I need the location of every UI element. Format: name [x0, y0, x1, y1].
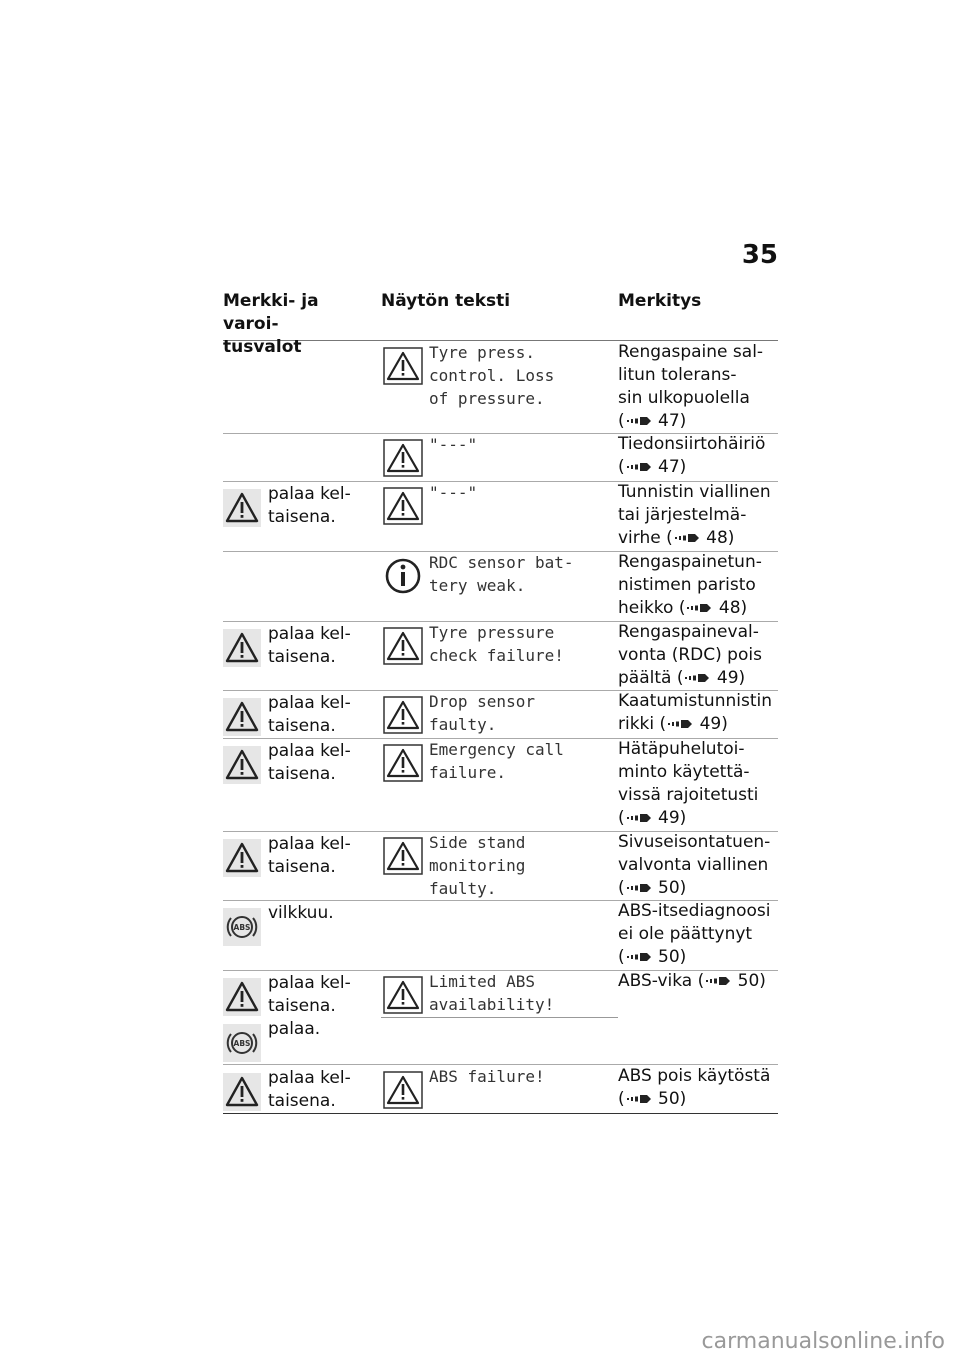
display-text: Drop sensor faulty.: [429, 692, 535, 734]
display-text: "---": [429, 435, 478, 454]
warning-triangle-icon: [223, 839, 261, 877]
display-warning-icon: [383, 744, 423, 782]
page-reference-arrow-icon: [625, 951, 653, 963]
display-text: Emergency call failure.: [429, 740, 564, 782]
meaning-label: ABS-vika (: [618, 971, 705, 991]
table-row: [223, 1065, 778, 1114]
meaning-text: [618, 738, 778, 830]
warning-triangle-icon: [223, 978, 261, 1016]
meaning-label: Rengaspainetun- nistimen paristo heikko (: [618, 552, 762, 618]
display-warning-icon: [383, 487, 423, 525]
abs-icon: [223, 1024, 261, 1062]
page-reference[interactable]: 49): [652, 808, 687, 828]
meaning-text: [618, 970, 778, 993]
footer-watermark: carmanualsonline.info: [701, 1329, 945, 1354]
meaning-text: [618, 831, 778, 900]
meaning-text: [618, 433, 778, 479]
meaning-label: Sivuseisontatuen- valvonta viallinen (: [618, 832, 771, 898]
page-reference-arrow-icon: [683, 672, 711, 684]
warning-triangle-icon: [223, 489, 261, 527]
light-state: palaa kel- taisena.: [268, 484, 351, 527]
table-row: [223, 551, 778, 622]
page-reference[interactable]: 50): [652, 1089, 687, 1109]
table-row: [223, 970, 778, 1065]
warning-lights-table: [223, 290, 778, 357]
display-warning-icon: [383, 439, 423, 477]
display-text: ABS failure!: [429, 1067, 545, 1086]
header-meaning: Merkitys: [618, 291, 702, 311]
row-divider: [381, 1017, 618, 1018]
page-reference-arrow-icon: [673, 532, 701, 544]
meaning-text: [618, 341, 778, 433]
table-row: [223, 831, 778, 901]
meaning-text: [618, 621, 778, 690]
display-warning-icon: [383, 1071, 423, 1109]
page-reference-arrow-icon: [625, 812, 653, 824]
meaning-label: Rengaspaine sal- litun tolerans- sin ulkopuolella (: [618, 342, 764, 431]
header-lights: Merkki- ja varoi- tusvalot: [223, 291, 319, 357]
light-state: palaa kel- taisena.: [268, 741, 351, 784]
display-text: Tyre pressure check failure!: [429, 623, 564, 665]
display-text: Side stand monitoring faulty.: [429, 833, 526, 898]
meaning-label: Tiedonsiirtohäiriö (: [618, 434, 766, 477]
table-row: [223, 900, 778, 971]
page-reference[interactable]: 47): [652, 411, 687, 431]
table-row: [223, 621, 778, 691]
display-text: Limited ABS availability!: [429, 972, 555, 1014]
page-reference[interactable]: 50): [652, 947, 687, 967]
display-warning-icon: [383, 976, 423, 1014]
light-state: palaa kel- taisena.: [268, 624, 351, 667]
display-text: "---": [429, 483, 478, 502]
page-reference[interactable]: 49): [711, 668, 746, 688]
page-reference-arrow-icon: [685, 602, 713, 614]
header-display-text: Näytön teksti: [381, 291, 511, 311]
meaning-text: [618, 690, 778, 736]
light-state: palaa kel- taisena.: [268, 973, 351, 1016]
warning-triangle-icon: [223, 1073, 261, 1111]
warning-triangle-icon: [223, 746, 261, 784]
svg-text:ABS: ABS: [233, 923, 251, 932]
page-reference-arrow-icon: [704, 975, 732, 987]
meaning-label: Tunnistin viallinen tai järjestelmä- virhe (: [618, 482, 771, 548]
meaning-text: [618, 900, 778, 969]
display-text: RDC sensor bat- tery weak.: [429, 553, 574, 595]
table-row: [223, 433, 778, 482]
display-warning-icon: [383, 347, 423, 385]
page-number: 35: [741, 240, 778, 270]
svg-text:ABS: ABS: [233, 1039, 251, 1048]
warning-triangle-icon: [223, 698, 261, 736]
info-icon: [383, 557, 423, 595]
table-row: [223, 481, 778, 552]
table-row: [223, 738, 778, 832]
table-row: [223, 690, 778, 739]
meaning-text: [618, 1065, 778, 1111]
page-reference[interactable]: 48): [700, 528, 735, 548]
page-reference[interactable]: 50): [652, 878, 687, 898]
table-header: [223, 290, 778, 357]
display-text: Tyre press. control. Loss of pressure.: [429, 343, 555, 408]
light-state: palaa.: [268, 1019, 321, 1039]
page-reference-arrow-icon: [625, 1093, 653, 1105]
display-warning-icon: [383, 696, 423, 734]
abs-icon: [223, 908, 261, 946]
page-reference-arrow-icon: [625, 882, 653, 894]
meaning-label: ABS pois käytöstä (: [618, 1066, 771, 1109]
meaning-label: Rengaspaineval- vonta (RDC) pois päältä (: [618, 622, 762, 688]
meaning-label: Kaatumistunnistin rikki (: [618, 691, 772, 734]
light-state: palaa kel- taisena.: [268, 693, 351, 736]
meaning-text: [618, 551, 778, 620]
display-warning-icon: [383, 837, 423, 875]
page-reference-arrow-icon: [625, 415, 653, 427]
meaning-text: [618, 481, 778, 550]
display-warning-icon: [383, 627, 423, 665]
light-state: palaa kel- taisena.: [268, 1068, 351, 1111]
meaning-label: ABS-itsediagnoosi ei ole päättynyt (: [618, 901, 771, 967]
page-reference[interactable]: 47): [652, 457, 687, 477]
page-reference-arrow-icon: [666, 718, 694, 730]
warning-triangle-icon: [223, 629, 261, 667]
table-row: [223, 341, 778, 434]
page-reference[interactable]: 48): [713, 598, 748, 618]
page-reference[interactable]: 50): [732, 971, 766, 991]
light-state: vilkkuu.: [268, 903, 334, 923]
page-reference[interactable]: 49): [694, 714, 728, 734]
meaning-label: Hätäpuhelutoi- minto käytettä- vissä rajoitetusti (: [618, 739, 759, 828]
page-reference-arrow-icon: [625, 461, 653, 473]
light-state: palaa kel- taisena.: [268, 834, 351, 877]
